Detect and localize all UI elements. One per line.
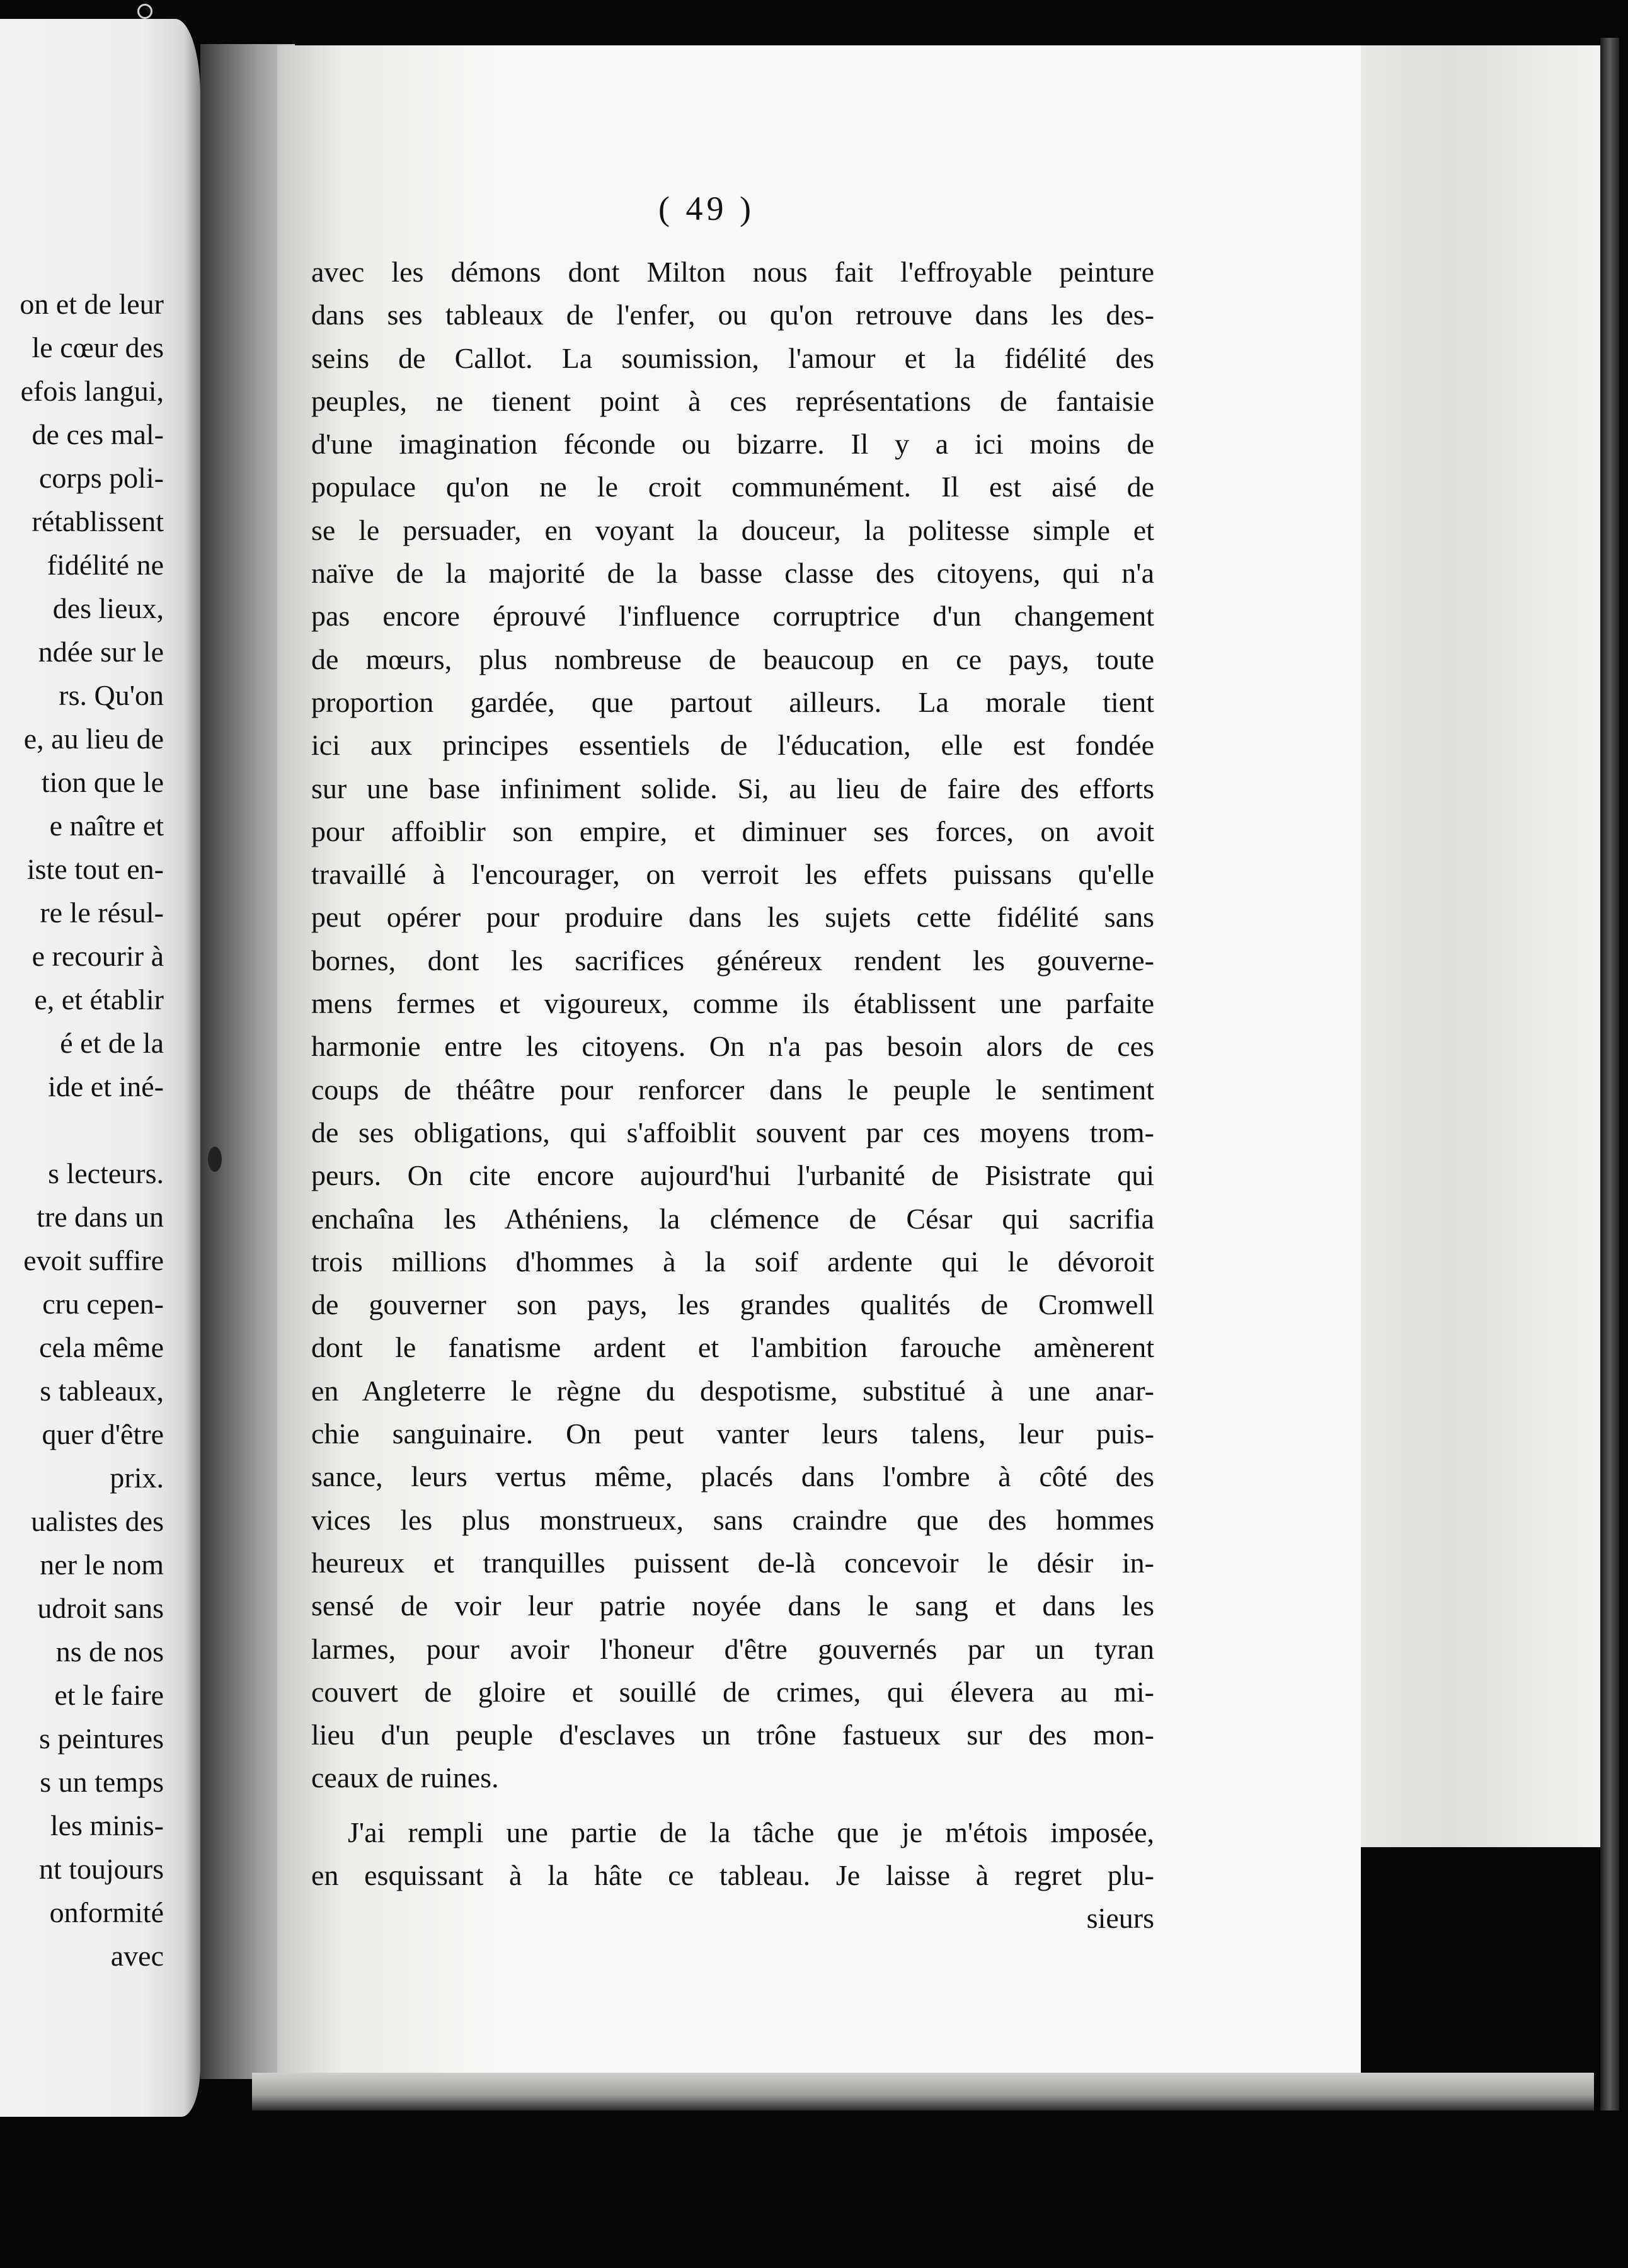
left-line: s un temps (40, 1766, 164, 1798)
text-line: enchaîna les Athéniens, la clémence de César qui sacrifia (311, 1202, 1154, 1235)
text-line: seins de Callot. La soumission, l'amour et la fidélité des (311, 341, 1154, 374)
left-line: re le résul- (40, 896, 164, 929)
book-edge-strip (1600, 38, 1619, 2110)
scan-mark (137, 4, 152, 19)
left-line: nt toujours (38, 1853, 164, 1885)
left-line: cela même (39, 1331, 164, 1363)
paragraph-first-line: J'ai rempli une partie de la tâche que je m'étois imposée, (348, 1816, 1154, 1848)
text-line: pas encore éprouvé l'influence corruptrice d'un changement (311, 600, 1154, 633)
text-line: ici aux principes essentiels de l'éducation, elle est fondée (311, 729, 1154, 762)
left-line: s peintures (38, 1722, 164, 1755)
left-line: des lieux, (52, 592, 164, 624)
left-line: corps poli- (38, 462, 164, 494)
text-line: peut opérer pour produire dans les sujets cette fidélité sans (311, 901, 1154, 934)
text-line: sensé de voir leur patrie noyée dans le sang et dans les (311, 1589, 1154, 1622)
text-line: mens fermes et vigoureux, comme ils établissent une parfaite (311, 987, 1154, 1020)
left-line: prix. (110, 1462, 164, 1494)
left-line: udroit sans (37, 1592, 164, 1624)
page-fore-edge (1342, 45, 1610, 1847)
text-line: bornes, dont les sacrifices généreux rendent les gouverne- (311, 944, 1154, 976)
left-line: avec (110, 1940, 164, 1972)
text-line: naïve de la majorité de la basse classe des citoyens, qui n'a (311, 557, 1154, 590)
left-line: efois langui, (20, 375, 164, 407)
left-line: quer d'être (42, 1418, 164, 1450)
left-line: ualistes des (31, 1505, 164, 1537)
left-line: ndée sur le (38, 636, 164, 668)
text-line: de gouverner son pays, les grandes qualités de Cromwell (311, 1288, 1154, 1321)
text-line: dans ses tableaux de l'enfer, ou qu'on retrouve dans les des- (311, 299, 1154, 331)
text-line: proportion gardée, que partout ailleurs. La morale tient (311, 685, 1154, 718)
text-line: en esquissant à la hâte ce tableau. Je laisse à regret plu- (311, 1858, 1154, 1891)
text-line: heureux et tranquilles puissent de-là concevoir le désir in- (311, 1546, 1154, 1579)
text-line: chie sanguinaire. On peut vanter leurs talens, leur puis- (311, 1418, 1154, 1450)
left-line: e recourir à (32, 940, 164, 972)
page-number: ( 49 ) (658, 190, 755, 227)
text-line: travaillé à l'encourager, on verroit les effets puissans qu'elle (311, 858, 1154, 891)
left-line: les minis- (50, 1809, 164, 1841)
text-line: peuples, ne tienent point à ces représentations de fantaisie (311, 384, 1154, 417)
text-line: ceaux de ruines. (311, 1761, 499, 1794)
left-line: onformité (49, 1896, 164, 1928)
text-line: sance, leurs vertus même, placés dans l'ombre à côté des (311, 1460, 1154, 1493)
text-line: peurs. On cite encore aujourd'hui l'urbanité de Pisistrate qui (311, 1159, 1154, 1192)
left-line: s tableaux, (40, 1375, 164, 1407)
left-line: e, et établir (34, 983, 164, 1016)
left-facing-page (0, 19, 200, 2117)
left-line: evoit suffire (23, 1244, 164, 1276)
page-bottom-edge (252, 2073, 1594, 2110)
left-line: rs. Qu'on (59, 679, 164, 711)
left-line: s lecteurs. (48, 1157, 164, 1189)
left-line: et le faire (54, 1679, 164, 1711)
text-line: sur une base infiniment solide. Si, au lieu de faire des efforts (311, 772, 1154, 805)
text-line: de mœurs, plus nombreuse de beaucoup en ce pays, toute (311, 643, 1154, 675)
left-line: cru cepen- (42, 1288, 164, 1320)
text-line: d'une imagination féconde ou bizarre. Il y a ici moins de (311, 428, 1154, 461)
left-line: de ces mal- (32, 418, 164, 450)
main-text-block (311, 251, 1154, 1940)
catchword: sieurs (1086, 1902, 1154, 1935)
left-line: iste tout en- (26, 853, 164, 885)
text-line: dont le fanatisme ardent et l'ambition farouche amènerent (311, 1331, 1154, 1364)
text-line: populace qu'on ne le croit communément. Il est aisé de (311, 471, 1154, 503)
left-line: fidélité ne (47, 549, 164, 581)
text-line: se le persuader, en voyant la douceur, la politesse simple et (311, 513, 1154, 546)
text-line: de ses obligations, qui s'affoiblit souvent par ces moyens trom- (311, 1116, 1154, 1148)
left-line: on et de leur (20, 288, 164, 320)
left-line: e naître et (49, 810, 164, 842)
text-line: trois millions d'hommes à la soif ardente qui le dévoroit (311, 1245, 1154, 1278)
text-line: harmonie entre les citoyens. On n'a pas besoin alors de ces (311, 1030, 1154, 1063)
left-line: ide et iné- (48, 1070, 164, 1102)
text-line: avec les démons dont Milton nous fait l'effroyable peinture (311, 256, 1154, 288)
text-line: vices les plus monstrueux, sans craindre que des hommes (311, 1503, 1154, 1536)
text-line: couvert de gloire et souillé de crimes, qui élevera au mi- (311, 1675, 1154, 1708)
left-line: é et de la (60, 1027, 164, 1059)
text-line: pour affoiblir son empire, et diminuer ses forces, on avoit (311, 815, 1154, 847)
left-page-text (20, 282, 164, 1978)
left-line: le cœur des (32, 331, 164, 364)
left-line: tion que le (41, 766, 164, 798)
binding-mark (208, 1147, 222, 1172)
text-line: coups de théâtre pour renforcer dans le peuple le sentiment (311, 1073, 1154, 1106)
left-line: ns de nos (55, 1635, 164, 1668)
text-line: lieu d'un peuple d'esclaves un trône fastueux sur des mon- (311, 1719, 1154, 1751)
left-line-gap (20, 1108, 164, 1152)
text-line: en Angleterre le règne du despotisme, substitué à une anar- (311, 1374, 1154, 1407)
left-line: tre dans un (37, 1201, 164, 1233)
left-line: e, au lieu de (23, 723, 164, 755)
text-line: larmes, pour avoir l'honeur d'être gouvernés par un tyran (311, 1632, 1154, 1665)
left-line: ner le nom (40, 1549, 164, 1581)
left-line: rétablissent (32, 505, 164, 537)
